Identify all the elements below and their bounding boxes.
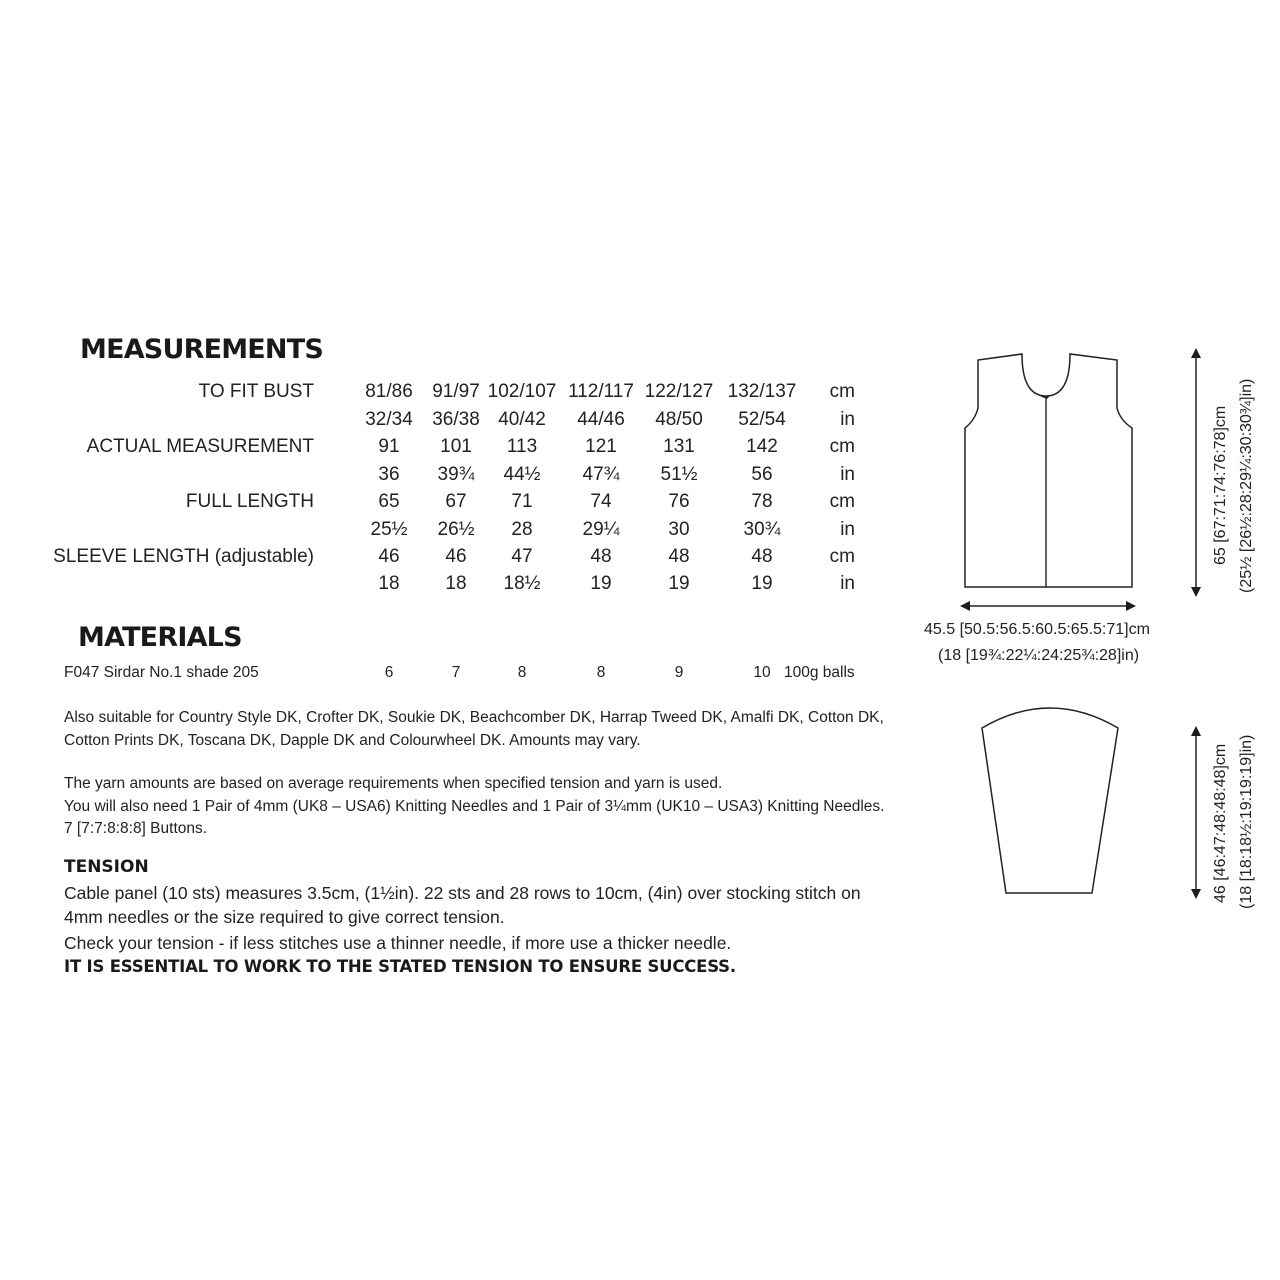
measurement-cell: 30¾ — [743, 519, 781, 540]
measurement-cell: 47¾ — [582, 464, 620, 485]
measurement-cell: 91/97 — [432, 381, 480, 402]
tension-heading: TENSION — [64, 857, 149, 877]
measurement-cell: 65 — [378, 491, 400, 512]
body-width-in-label: (18 [19¾:22¼:24:25¾:28]in) — [938, 647, 1140, 664]
measurement-cell: 18 — [378, 573, 400, 594]
measurement-cell: 46 — [378, 546, 400, 567]
measurement-cell: 81/86 — [365, 381, 413, 402]
measurement-cell: 101 — [440, 436, 472, 457]
measurement-unit: cm — [829, 546, 855, 567]
measurement-unit: in — [840, 519, 855, 540]
measurement-cell: 30 — [668, 519, 690, 540]
measurement-unit: cm — [829, 381, 855, 402]
tension-line-2: 4mm needles or the size required to give correct tension. — [64, 907, 505, 927]
measurements-heading: MEASUREMENTS — [80, 334, 323, 365]
measurement-cell: 51½ — [660, 464, 698, 485]
measurement-cell: 48 — [751, 546, 773, 567]
measurement-cell: 78 — [751, 491, 773, 512]
sleeve-length-in-label: (18 [18:18½:19:19:19]in) — [1238, 734, 1255, 909]
measurement-unit: in — [840, 409, 855, 430]
measurement-cell: 40/42 — [498, 409, 546, 430]
tension-essential-warning: IT IS ESSENTIAL TO WORK TO THE STATED TENSION TO ENSURE SUCCESS. — [64, 957, 736, 976]
measurement-cell: 18½ — [503, 573, 541, 594]
yarn-unit: 100g balls — [784, 664, 855, 681]
yarn-quantity-cell: 9 — [674, 664, 684, 681]
measurement-cell: 19 — [668, 573, 690, 594]
sleeve-outline — [982, 708, 1118, 893]
yarn-label: F047 Sirdar No.1 shade 205 — [64, 664, 259, 681]
measurement-unit: in — [840, 573, 855, 594]
measurement-unit: cm — [829, 436, 855, 457]
measurement-cell: 122/127 — [644, 381, 714, 402]
measurement-row-label: FULL LENGTH — [185, 491, 314, 512]
measurement-cell: 19 — [590, 573, 612, 594]
measurement-cell: 113 — [506, 436, 538, 457]
measurement-cell: 25½ — [370, 519, 408, 540]
measurement-cell: 46 — [445, 546, 467, 567]
body-length-cm-label: 65 [67:71:74:76:78]cm — [1212, 405, 1229, 565]
body-neckline — [1022, 354, 1070, 396]
measurement-cell: 76 — [668, 491, 690, 512]
measurement-cell: 131 — [663, 436, 695, 457]
measurement-cell: 74 — [590, 491, 612, 512]
measurement-cell: 44½ — [503, 464, 541, 485]
measurement-row-label: SLEEVE LENGTH (adjustable) — [53, 546, 314, 567]
suitable-yarns-line-1: Also suitable for Country Style DK, Crofter DK, Soukie DK, Beachcomber DK, Harrap Tweed DK, Amalfi DK, Cotton DK, — [64, 709, 884, 726]
measurement-cell: 132/137 — [727, 381, 797, 402]
measurement-cell: 48 — [590, 546, 612, 567]
measurement-unit: in — [840, 464, 855, 485]
measurement-cell: 71 — [511, 491, 533, 512]
yarn-note-line-2: You will also need 1 Pair of 4mm (UK8 – USA6) Knitting Needles and 1 Pair of 3¼mm (UK10 – USA3) Knitting Needles. — [64, 798, 885, 815]
body-length-in-label: (25½ [26½:28:29¼:30:30¾]in) — [1238, 378, 1255, 593]
materials-heading: MATERIALS — [78, 622, 242, 653]
yarn-quantity-cell: 6 — [384, 664, 394, 681]
measurement-cell: 102/107 — [487, 381, 557, 402]
tension-line-1: Cable panel (10 sts) measures 3.5cm, (1½in). 22 sts and 28 rows to 10cm, (4in) over stocking stitch on — [64, 883, 861, 903]
measurement-cell: 121 — [585, 436, 617, 457]
measurement-cell: 52/54 — [738, 409, 786, 430]
yarn-quantity-cell: 8 — [596, 664, 606, 681]
measurement-cell: 32/34 — [365, 409, 413, 430]
measurement-cell: 29¼ — [582, 519, 620, 540]
measurement-cell: 36 — [378, 464, 400, 485]
yarn-quantity-cell: 10 — [753, 664, 771, 681]
body-width-cm-label: 45.5 [50.5:56.5:60.5:65.5:71]cm — [924, 621, 1150, 638]
yarn-quantity-cell: 7 — [451, 664, 461, 681]
suitable-yarns-line-2: Cotton Prints DK, Toscana DK, Dapple DK and Colourwheel DK. Amounts may vary. — [64, 732, 641, 749]
measurement-cell: 18 — [445, 573, 467, 594]
sleeve-length-cm-label: 46 [46:47:48:48:48]cm — [1212, 743, 1229, 903]
measurement-cell: 47 — [511, 546, 533, 567]
measurement-unit: cm — [829, 491, 855, 512]
measurement-cell: 91 — [378, 436, 400, 457]
measurement-row-label: TO FIT BUST — [198, 381, 314, 402]
measurement-cell: 112/117 — [568, 381, 634, 402]
measurement-cell: 67 — [445, 491, 467, 512]
measurement-cell: 28 — [511, 519, 533, 540]
measurement-cell: 26½ — [437, 519, 475, 540]
measurement-cell: 36/38 — [432, 409, 480, 430]
yarn-quantity-cell: 8 — [517, 664, 527, 681]
tension-line-3: Check your tension - if less stitches use a thinner needle, if more use a thicker needle. — [64, 933, 732, 953]
yarn-note-line-1: The yarn amounts are based on average requirements when specified tension and yarn is used. — [64, 775, 723, 792]
measurement-cell: 48/50 — [655, 409, 703, 430]
measurement-cell: 19 — [751, 573, 773, 594]
buttons-note: 7 [7:7:8:8:8] Buttons. — [64, 820, 208, 837]
measurement-cell: 142 — [746, 436, 778, 457]
measurement-cell: 48 — [668, 546, 690, 567]
measurement-cell: 44/46 — [577, 409, 625, 430]
measurement-row-label: ACTUAL MEASUREMENT — [86, 436, 314, 457]
measurement-cell: 56 — [751, 464, 773, 485]
measurement-cell: 39¾ — [437, 464, 475, 485]
